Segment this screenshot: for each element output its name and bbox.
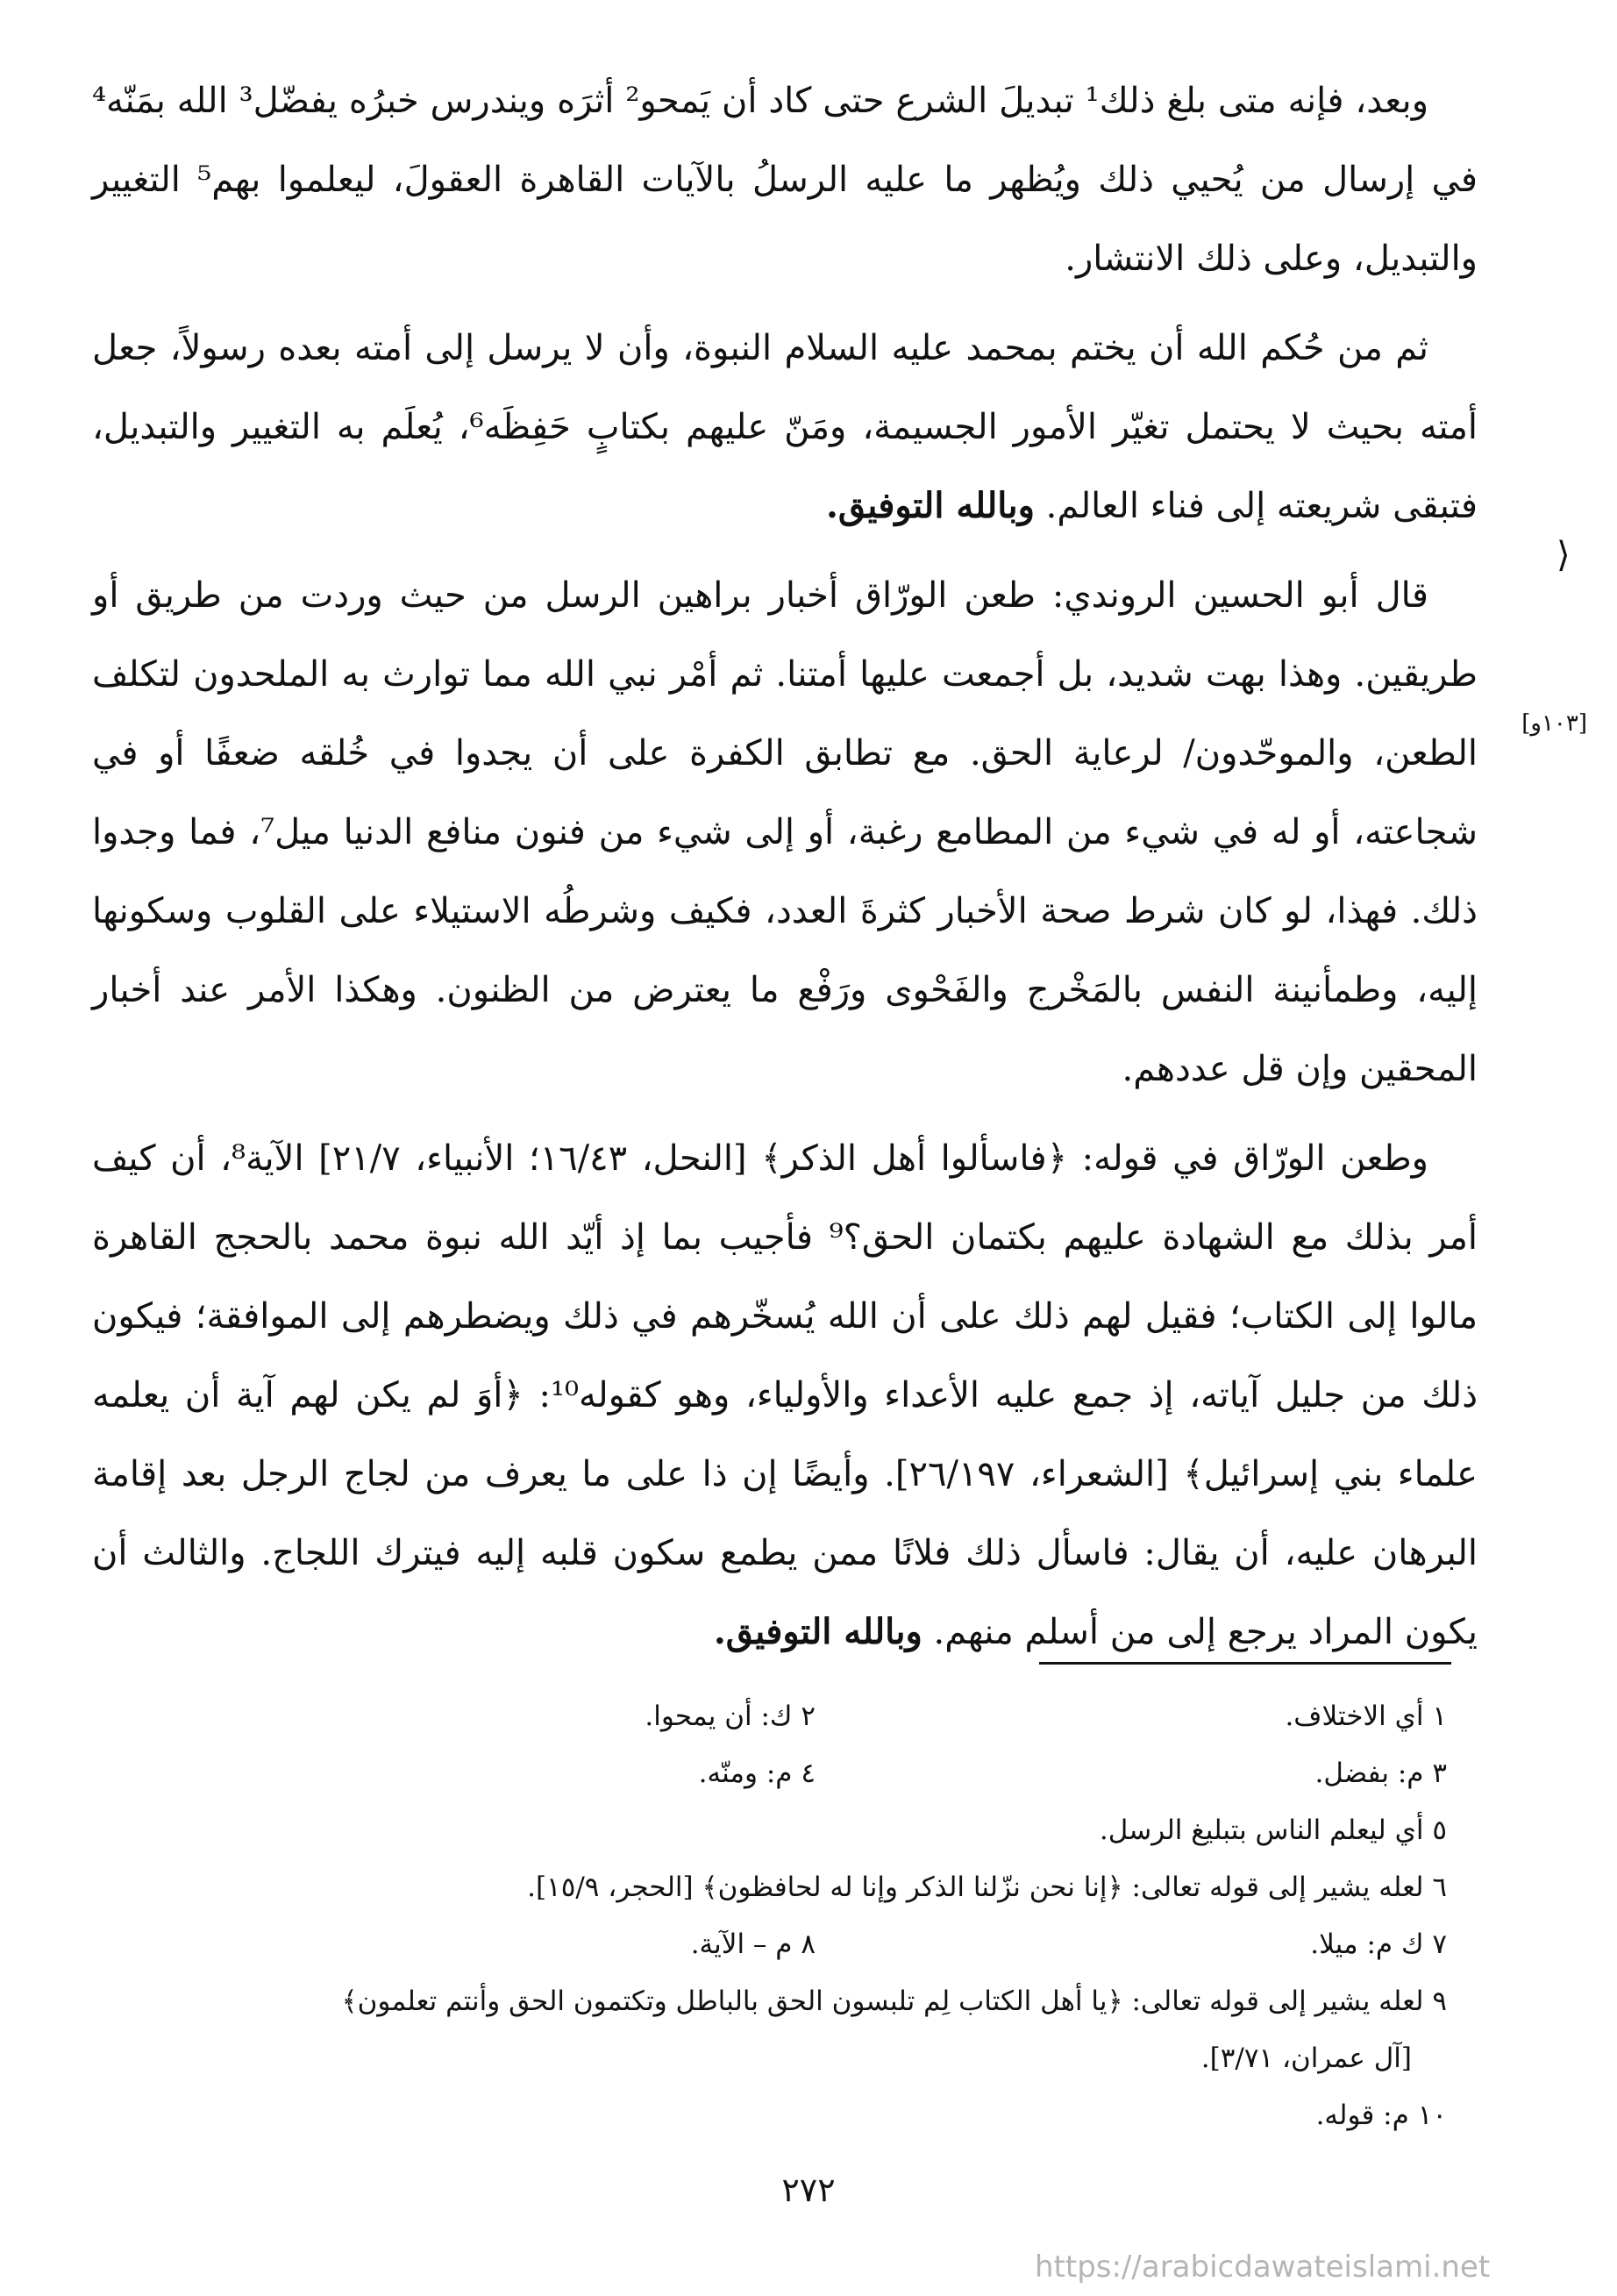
footnote-7: ٧ ك م: ميلا. xyxy=(1310,1929,1447,1960)
footnote-6: ٦ لعله يشير إلى قوله تعالى: ﴿إنا نحن نزّلنا الذكر وإنا له لحافظون﴾ [الحجر، ١٥/٩]. xyxy=(527,1872,1447,1903)
footnote-9: ٩ لعله يشير إلى قوله تعالى: ﴿يا أهل الكتاب لِم تلبسون الحق بالباطل وتكتمون الحق وأنتم تعلمون﴾ xyxy=(341,1986,1447,2017)
page-number: ٢٧٢ xyxy=(781,2171,836,2209)
paragraph-4-text: وطعن الورّاق في قوله: ﴿فاسألوا أهل الذكر﴾ [النحل، ١٦/٤٣؛ الأنبياء، ٢١/٧] الآية⁸، أن كيف أمر بذلك مع الشهادة عليهم بكتمان الحق؟⁹ فأجيب بما إذ أيّد الله نبوة محمد بالحجج القاهرة مالوا إلى الكتاب؛ فقيل لهم ذلك على أن الله يُسخّرهم في ذلك ويضطرهم إلى الموافقة؛ فيكون ذلك من جليل آياته، إذ جمع عليه الأعداء والأولياء، وهو كقوله¹⁰: ﴿أوَ لم يكن لهم آية أن يعلمه علماء بني إسرائيل﴾ [الشعراء، ٢٦/١٩٧]. وأيضًا إن ذا على ما يعرف من لجاج الرجل بعد إقامة البرهان عليه، أن يقال: فاسأل ذلك فلانًا ممن يطمع سكون قلبه إليه فيترك اللجاج. والثالث أن يكون المراد يرجع إلى من أسلم منهم. xyxy=(92,1138,1478,1652)
main-text xyxy=(92,61,1478,1682)
footnotes xyxy=(114,1688,1447,2144)
footnote-4: ٤ م: ومنّه. xyxy=(698,1758,816,1789)
footnote-row xyxy=(114,1745,1447,1802)
footnote-9-continuation: [آل عمران، ٣/٧١]. xyxy=(1200,2043,1412,2074)
footnote-3: ٣ م: بفضل. xyxy=(1314,1758,1447,1789)
watermark-url: https://arabicdawateislami.net xyxy=(1035,2250,1491,2285)
paragraph-3 xyxy=(92,556,1478,1109)
paragraph-4 xyxy=(92,1119,1478,1672)
footnote-1: ١ أي الاختلاف. xyxy=(1285,1701,1447,1732)
margin-mark: ⟩ xyxy=(1556,535,1571,575)
paragraph-2-text: ثم من حُكم الله أن يختم بمحمد عليه السلام النبوة، وأن لا يرسل إلى أمته بعده رسولاً، جعل أمته بحيث لا يحتمل تغيّر الأمور الجسيمة، ومَنّ عليهم بكتابٍ حَفِظَه⁶، يُعلَم به التغيير والتبديل، فتبقى شريعته إلى فناء العالم. xyxy=(92,328,1478,526)
paragraph-2 xyxy=(92,309,1478,545)
paragraph-3-text: قال أبو الحسين الروندي: طعن الورّاق أخبار براهين الرسل من حيث وردت من طريق أو طريقين. وهذا بهت شديد، بل أجمعت عليها أمتنا. ثم أمْر نبي الله مما توارث به الملحدون لتكلف الطعن، والموحّدون/ لرعاية الحق. مع تطابق الكفرة على أن يجدوا في خُلقه ضعفًا أو في شجاعته، أو له في شيء من المطامع رغبة، أو إلى شيء من فنون منافع الدنيا ميل⁷، فما وجدوا ذلك. فهذا، لو كان شرط صحة الأخبار كثرةَ العدد، فكيف وشرطُه الاستيلاء على القلوب وسكونها إليه، وطمأنينة النفس بالمَخْرج والفَحْوى ورَفْع ما يعترض من الظنون. وهكذا الأمر عند أخبار المحقين وإن قل عددهم. xyxy=(92,575,1478,1089)
closing-phrase-1: وبالله التوفيق. xyxy=(825,485,1035,526)
footnote-10: ١٠ م: قوله. xyxy=(1315,2100,1447,2131)
paragraph-1 xyxy=(92,61,1478,298)
footnote-5: ٥ أي ليعلم الناس بتبليغ الرسل. xyxy=(1099,1815,1447,1846)
closing-phrase-2: وبالله التوفيق. xyxy=(713,1611,922,1652)
footnote-row xyxy=(114,1916,1447,1973)
footnote-row xyxy=(114,1688,1447,1745)
footnote-2: ٢ ك: أن يمحوا. xyxy=(645,1701,816,1732)
paragraph-1-text: وبعد، فإنه متى بلغ ذلك¹ تبديلَ الشرع حتى كاد أن يَمحو² أثرَه ويندرس خبرُه يفضّل³ الله بمَنّه⁴ في إرسال من يُحيي ذلك ويُظهر ما عليه الرسلُ بالآيات القاهرة العقولَ، ليعلموا بهم⁵ التغيير والتبديل، وعلى ذلك الانتشار. xyxy=(92,81,1478,279)
footnote-divider xyxy=(1039,1662,1451,1665)
folio-margin-note: [١٠٣و] xyxy=(1521,710,1587,737)
footnote-8: ٨ م – الآية. xyxy=(690,1929,816,1960)
